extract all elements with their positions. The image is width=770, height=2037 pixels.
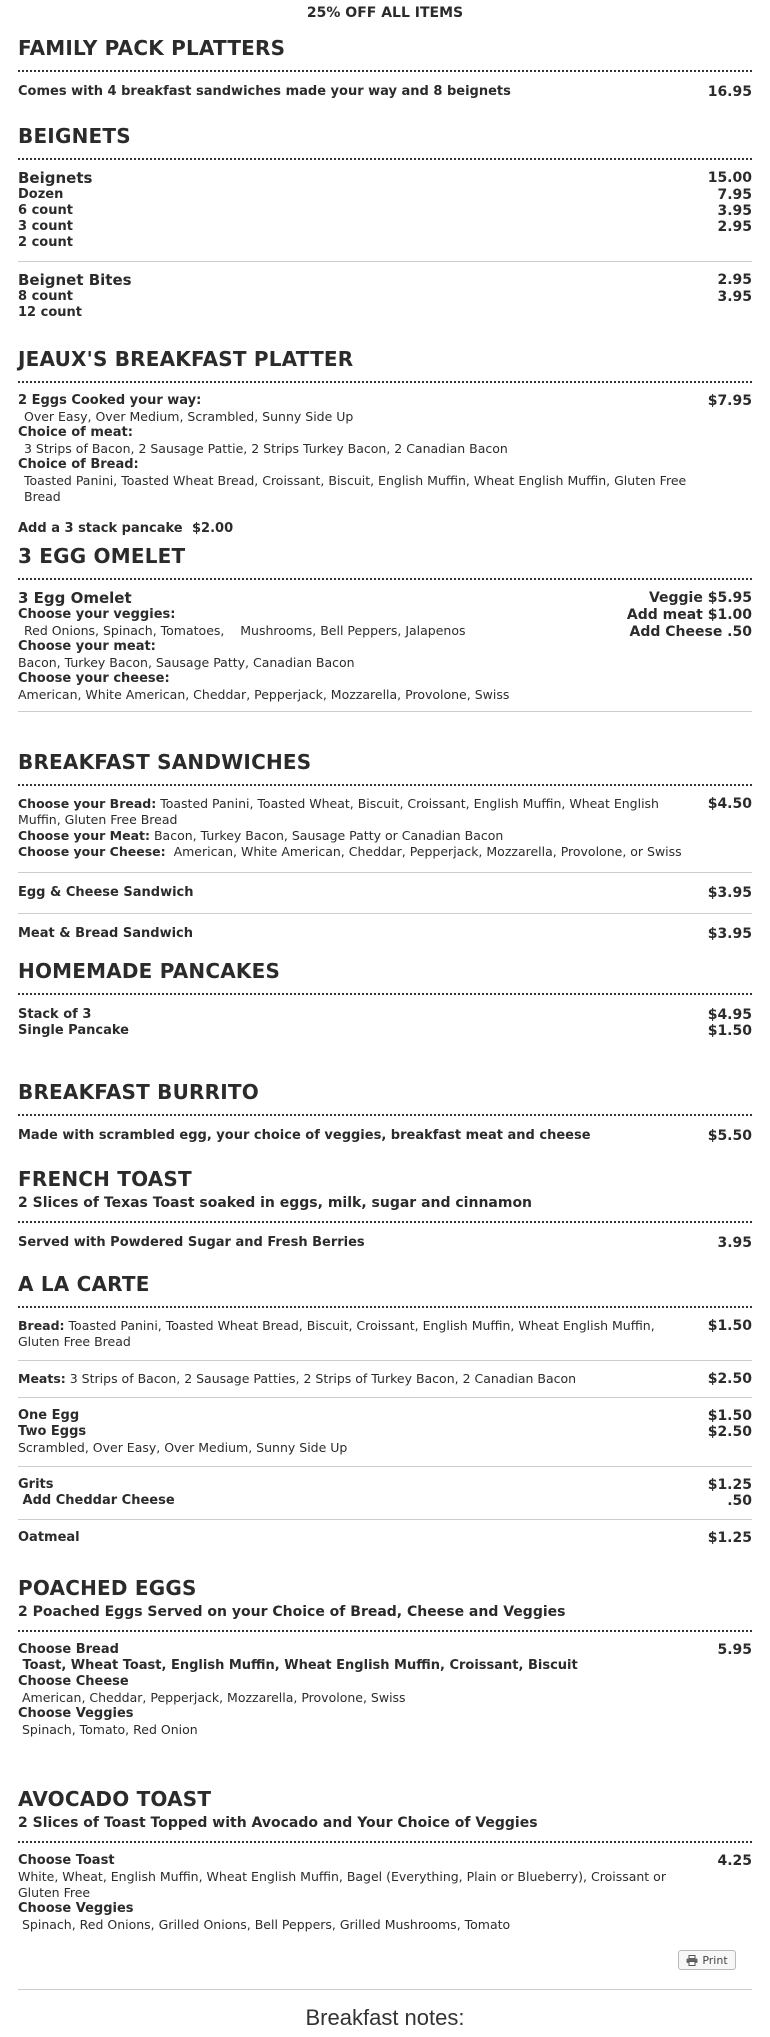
option-values: Toast, Wheat Toast, English Muffin, Wheat English Muffin, Croissant, Biscuit bbox=[18, 1658, 578, 1673]
print-label: Print bbox=[702, 1953, 728, 1967]
option-label: Bread: bbox=[18, 1318, 65, 1333]
option-label: Choose your veggies: bbox=[18, 607, 176, 622]
beignet-bites-option-price: 3.95 bbox=[717, 289, 752, 305]
item-name: Meat & Bread Sandwich bbox=[18, 926, 193, 941]
section-title: JEAUX'S BREAKFAST PLATTER bbox=[18, 347, 354, 371]
option-label: Choose Veggies bbox=[18, 1901, 134, 1916]
item-name: Stack of 3 bbox=[18, 1007, 92, 1022]
option-values: Red Onions, Spinach, Tomatoes, Mushrooms, Bell Peppers, Jalapenos bbox=[24, 623, 466, 638]
section-subtitle: 2 Slices of Toast Topped with Avocado and Your Choice of Veggies bbox=[18, 1815, 538, 1831]
item-price: 4.25 bbox=[717, 1853, 752, 1869]
item-price: $1.50 bbox=[707, 1408, 752, 1424]
option-values: American, White American, Cheddar, Pepperjack, Mozzarella, Provolone, Swiss bbox=[18, 687, 510, 702]
item-price: $2.50 bbox=[707, 1424, 752, 1440]
section-title: HOMEMADE PANCAKES bbox=[18, 959, 281, 983]
veggie-price: Veggie $5.95 bbox=[648, 590, 752, 606]
section-poached-eggs bbox=[18, 1576, 752, 1738]
option-label: Choice of meat: bbox=[18, 425, 133, 440]
item-price: $3.95 bbox=[707, 926, 752, 942]
item-price: .50 bbox=[727, 1493, 752, 1509]
item-name: 3 Egg Omelet bbox=[18, 589, 132, 607]
item-price: $1.50 bbox=[707, 1318, 752, 1334]
item-price: $4.50 bbox=[707, 796, 752, 812]
section-pancakes bbox=[18, 959, 752, 1039]
item-description: Made with scrambled egg, your choice of veggies, breakfast meat and cheese bbox=[18, 1128, 591, 1143]
section-title: BREAKFAST BURRITO bbox=[18, 1080, 259, 1104]
beignet-option: 6 count bbox=[18, 203, 73, 218]
promo-banner: 25% OFF ALL ITEMS bbox=[306, 5, 464, 21]
option-label: Meats: bbox=[18, 1371, 66, 1386]
option-values: Toasted Panini, Toasted Wheat Bread, Croissant, Biscuit, English Muffin, Wheat English Muffin, Gluten Free Bread bbox=[24, 473, 687, 504]
option-values: Toasted Panini, Toasted Wheat Bread, Biscuit, Croissant, English Muffin, Wheat English Muffin, Gluten Free Bread bbox=[18, 1318, 655, 1349]
option-values: Bacon, Turkey Bacon, Sausage Patty, Canadian Bacon bbox=[18, 655, 355, 670]
option-label: Choose your meat: bbox=[18, 639, 156, 654]
item-name: Two Eggs bbox=[18, 1424, 87, 1439]
section-sandwiches bbox=[18, 750, 752, 942]
item-name: Beignet Bites bbox=[18, 271, 132, 289]
option-values: Scrambled, Over Easy, Over Medium, Sunny Side Up bbox=[18, 1440, 348, 1455]
option-label: Choose your Bread: bbox=[18, 796, 157, 811]
option-values: Toasted Panini, Toasted Wheat, Biscuit, Croissant, English Muffin, Wheat English Muffin, Gluten Free Bread bbox=[18, 796, 659, 827]
beignet-option: Dozen bbox=[18, 187, 64, 202]
option-label: Choose your cheese: bbox=[18, 671, 170, 686]
item-name: Add Cheddar Cheese bbox=[18, 1493, 175, 1508]
section-title: FRENCH TOAST bbox=[18, 1167, 192, 1191]
section-french-toast bbox=[18, 1167, 752, 1251]
option-label: Choose Toast bbox=[18, 1853, 115, 1868]
section-family-pack bbox=[18, 36, 752, 100]
option-values: American, White American, Cheddar, Pepperjack, Mozzarella, Provolone, or Swiss bbox=[165, 844, 682, 859]
item-price: $1.25 bbox=[707, 1477, 752, 1493]
item-price: $1.25 bbox=[707, 1530, 752, 1546]
beignet-option-price: 2.95 bbox=[717, 219, 752, 235]
option-values: Spinach, Tomato, Red Onion bbox=[18, 1722, 198, 1737]
section-title: BREAKFAST SANDWICHES bbox=[18, 750, 312, 774]
section-title: A LA CARTE bbox=[18, 1272, 150, 1296]
item-name: Grits bbox=[18, 1477, 54, 1492]
item-name: One Egg bbox=[18, 1408, 80, 1423]
addon-label: Add a 3 stack pancake bbox=[18, 521, 183, 536]
option-label: Choice of Bread: bbox=[18, 457, 139, 472]
section-subtitle: 2 Poached Eggs Served on your Choice of Bread, Cheese and Veggies bbox=[18, 1604, 566, 1620]
item-price: 3.95 bbox=[717, 1235, 752, 1251]
item-name: Oatmeal bbox=[18, 1530, 80, 1545]
beignet-option: 2 count bbox=[18, 235, 73, 250]
beignet-option: 3 count bbox=[18, 219, 73, 234]
beignet-option-price: 7.95 bbox=[717, 187, 752, 203]
item-price: $3.95 bbox=[707, 885, 752, 901]
option-values: Over Easy, Over Medium, Scrambled, Sunny Side Up bbox=[24, 409, 354, 424]
section-burrito bbox=[18, 1080, 752, 1144]
item-price: $4.95 bbox=[707, 1007, 752, 1023]
item-price: 15.00 bbox=[707, 170, 752, 186]
menu-page bbox=[18, 0, 752, 1932]
option-values: American, Cheddar, Pepperjack, Mozzarella, Provolone, Swiss bbox=[18, 1690, 406, 1705]
item-price: $7.95 bbox=[707, 393, 752, 409]
section-omelet bbox=[18, 544, 752, 712]
section-title: FAMILY PACK PLATTERS bbox=[18, 36, 286, 60]
option-label: Choose Bread bbox=[18, 1642, 119, 1657]
add-meat-price: Add meat $1.00 bbox=[626, 607, 752, 623]
print-button[interactable] bbox=[678, 1950, 736, 1970]
item-price: $5.50 bbox=[707, 1128, 752, 1144]
item-price: 2.95 bbox=[717, 272, 752, 288]
section-breakfast-platter bbox=[18, 347, 752, 537]
option-label: 2 Eggs Cooked your way: bbox=[18, 393, 202, 408]
item-price: 5.95 bbox=[717, 1642, 752, 1658]
item-description: Comes with 4 breakfast sandwiches made your way and 8 beignets bbox=[18, 84, 511, 99]
footer-divider bbox=[18, 1989, 752, 1990]
item-price: $2.50 bbox=[707, 1371, 752, 1387]
option-values: Bacon, Turkey Bacon, Sausage Patty or Canadian Bacon bbox=[150, 828, 504, 843]
item-name: Egg & Cheese Sandwich bbox=[18, 885, 194, 900]
option-label: Choose Veggies bbox=[18, 1706, 134, 1721]
section-a-la-carte bbox=[18, 1272, 752, 1546]
option-label: Choose your Meat: bbox=[18, 828, 150, 843]
option-values: 3 Strips of Bacon, 2 Sausage Pattie, 2 Strips Turkey Bacon, 2 Canadian Bacon bbox=[24, 441, 508, 456]
option-values: Spinach, Red Onions, Grilled Onions, Bell Peppers, Grilled Mushrooms, Tomato bbox=[18, 1917, 511, 1932]
item-description: Served with Powdered Sugar and Fresh Berries bbox=[18, 1235, 365, 1250]
section-title: BEIGNETS bbox=[18, 124, 131, 148]
section-title: POACHED EGGS bbox=[18, 1576, 197, 1600]
section-avocado-toast bbox=[18, 1787, 752, 1933]
add-cheese-price: Add Cheese .50 bbox=[629, 624, 752, 640]
item-price: 16.95 bbox=[707, 84, 752, 100]
item-name: Beignets bbox=[18, 169, 93, 187]
section-title: AVOCADO TOAST bbox=[18, 1787, 212, 1811]
printer-icon bbox=[686, 1955, 698, 1966]
beignet-option-price: 3.95 bbox=[717, 203, 752, 219]
section-title: 3 EGG OMELET bbox=[18, 544, 186, 568]
option-label: Choose your Cheese: bbox=[18, 844, 166, 859]
item-price: $1.50 bbox=[707, 1023, 752, 1039]
addon-price: $2.00 bbox=[192, 521, 234, 536]
breakfast-notes-heading: Breakfast notes: bbox=[305, 2005, 465, 2030]
beignet-bites-option: 12 count bbox=[18, 305, 82, 320]
option-values: White, Wheat, English Muffin, Wheat English Muffin, Bagel (Everything, Plain or Blueberry), Croissant or Gluten Free bbox=[18, 1869, 666, 1900]
section-subtitle: 2 Slices of Texas Toast soaked in eggs, milk, sugar and cinnamon bbox=[18, 1195, 533, 1211]
beignet-bites-option: 8 count bbox=[18, 289, 73, 304]
option-label: Choose Cheese bbox=[18, 1674, 129, 1689]
option-values: 3 Strips of Bacon, 2 Sausage Patties, 2 Strips of Turkey Bacon, 2 Canadian Bacon bbox=[65, 1371, 577, 1386]
item-name: Single Pancake bbox=[18, 1023, 129, 1038]
section-beignets bbox=[18, 124, 752, 321]
